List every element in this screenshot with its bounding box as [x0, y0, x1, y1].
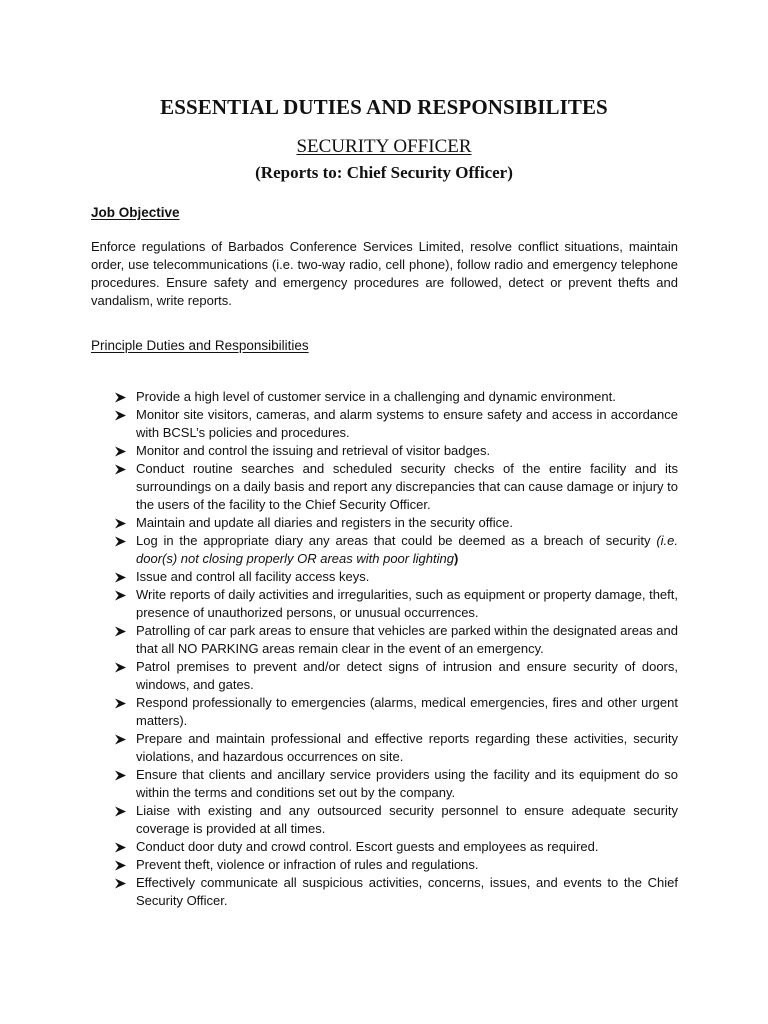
job-objective-heading: Job Objective: [91, 205, 180, 220]
duty-text: Patrolling of car park areas to ensure that vehicles are parked within the designated areas and that all NO PARKING areas remain clear in the event of an emergency.: [136, 623, 678, 656]
duties-list: [113, 388, 678, 910]
duty-text: Write reports of daily activities and irregularities, such as equipment or property damage, theft, presence of unauthorized persons, or unusual occurrences.: [136, 587, 678, 620]
duty-text: Ensure that clients and ancillary service providers using the facility and its equipment do so within the terms and conditions set out by the company.: [136, 767, 678, 800]
duty-text: Monitor site visitors, cameras, and alarm systems to ensure safety and access in accordance with BCSL’s policies and procedures.: [136, 407, 678, 440]
duty-text: Issue and control all facility access keys.: [136, 569, 370, 584]
document-subtitle: [0, 136, 768, 158]
duty-item: [113, 730, 678, 766]
duty-item: [113, 802, 678, 838]
job-objective-text: Enforce regulations of Barbados Conference Services Limited, resolve conflict situations, maintain order, use telecommunications (i.e. two-way radio, cell phone), follow radio and emergency telephone procedures. Ensure safety and emergency procedures are followed, detect or prevent thefts and vandalism, write reports.: [91, 239, 678, 308]
document-title: ESSENTIAL DUTIES AND RESPONSIBILITES: [160, 95, 608, 119]
arrowhead-bullet-icon: [113, 568, 129, 586]
duty-item: [113, 442, 678, 460]
duty-text: Patrol premises to prevent and/or detect signs of intrusion and ensure security of doors, windows, and gates.: [136, 659, 678, 692]
arrowhead-bullet-icon: [113, 532, 129, 550]
subtitle-text: SECURITY OFFICER: [296, 136, 472, 157]
reports-to-text: (Reports to: Chief Security Officer): [255, 163, 513, 182]
arrowhead-bullet-icon: [113, 586, 129, 604]
duty-text: Maintain and update all diaries and registers in the security office.: [136, 515, 513, 530]
reports-to-line: [0, 163, 768, 183]
arrowhead-bullet-icon: [113, 730, 129, 748]
arrowhead-bullet-icon: [113, 406, 129, 424]
duty-text: Conduct routine searches and scheduled security checks of the entire facility and its surroundings on a daily basis and report any discrepancies that can cause damage or injury to the users of the facility to the Chief Security Officer.: [136, 461, 678, 512]
arrowhead-bullet-icon: [113, 766, 129, 784]
arrowhead-bullet-icon: [113, 802, 129, 820]
duty-item: [113, 874, 678, 910]
arrowhead-bullet-icon: [113, 514, 129, 532]
duty-item: [113, 532, 678, 568]
duty-text: Respond professionally to emergencies (alarms, medical emergencies, fires and other urgent matters).: [136, 695, 678, 728]
duty-text: Prevent theft, violence or infraction of rules and regulations.: [136, 857, 479, 872]
duty-text: Conduct door duty and crowd control. Escort guests and employees as required.: [136, 839, 599, 854]
duty-item: [113, 622, 678, 658]
duties-heading: Principle Duties and Responsibilities: [91, 338, 309, 353]
duty-text: Log in the appropriate diary any areas that could be deemed as a breach of security: [136, 533, 651, 548]
arrowhead-bullet-icon: [113, 838, 129, 856]
duty-item: [113, 568, 678, 586]
arrowhead-bullet-icon: [113, 658, 129, 676]
arrowhead-bullet-icon: [113, 442, 129, 460]
duty-text: Monitor and control the issuing and retrieval of visitor badges.: [136, 443, 491, 458]
duty-text: Provide a high level of customer service in a challenging and dynamic environment.: [136, 389, 616, 404]
duty-note-close: ): [453, 551, 459, 566]
arrowhead-bullet-icon: [113, 856, 129, 874]
duty-item: [113, 694, 678, 730]
duty-note: (i.e. door(s) not closing properly OR areas with poor lighting: [136, 533, 678, 566]
arrowhead-bullet-icon: [113, 694, 129, 712]
duty-text: Effectively communicate all suspicious activities, concerns, issues, and events to the Chief Security Officer.: [136, 875, 678, 908]
duty-item: [113, 514, 678, 532]
duty-text: Prepare and maintain professional and effective reports regarding these activities, security violations, and hazardous occurrences on site.: [136, 731, 678, 764]
arrowhead-bullet-icon: [113, 622, 129, 640]
duty-item: [113, 658, 678, 694]
duty-text: Liaise with existing and any outsourced security personnel to ensure adequate security coverage is provided at all times.: [136, 803, 678, 836]
duty-item: [113, 856, 678, 874]
duty-item: [113, 838, 678, 856]
duty-item: [113, 586, 678, 622]
arrowhead-bullet-icon: [113, 460, 129, 478]
duty-item: [113, 460, 678, 514]
duty-item: [113, 388, 678, 406]
arrowhead-bullet-icon: [113, 388, 129, 406]
duty-item: [113, 766, 678, 802]
arrowhead-bullet-icon: [113, 874, 129, 892]
duty-item: [113, 406, 678, 442]
